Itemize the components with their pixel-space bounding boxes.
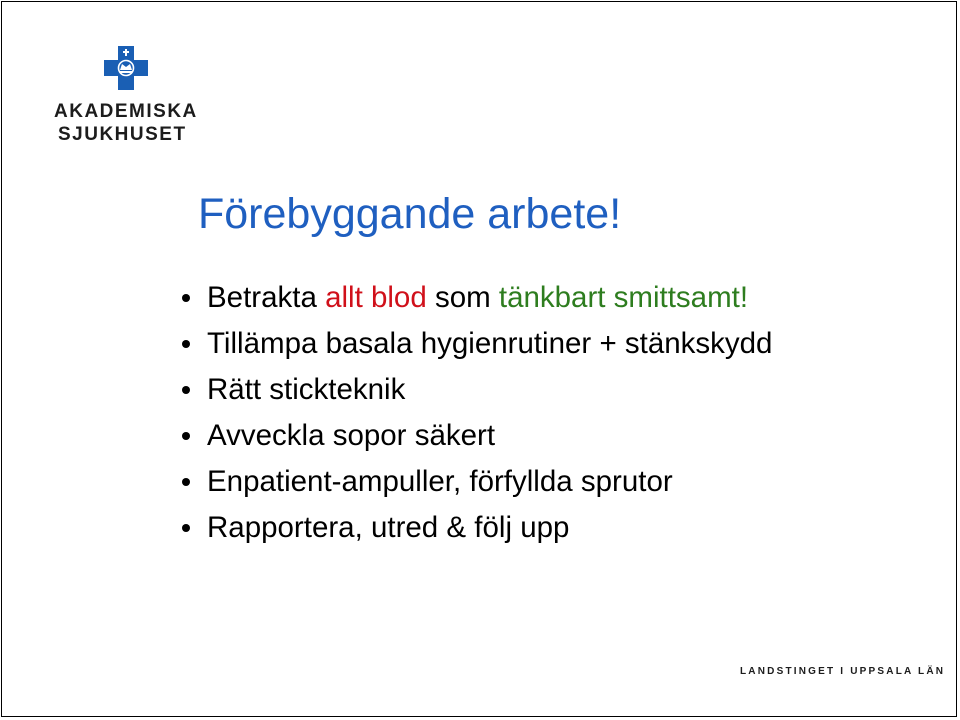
bullet-icon xyxy=(182,340,190,348)
logo-text-line1: AKADEMISKA xyxy=(54,101,198,122)
bullet-highlight-red: allt blod xyxy=(325,281,427,314)
cross-emblem-icon xyxy=(104,46,148,90)
bullet-text-part: som xyxy=(426,281,499,314)
bullet-icon xyxy=(182,294,190,302)
bullet-text: Enpatient-ampuller, förfyllda sprutor xyxy=(207,465,673,498)
bullet-icon xyxy=(182,386,190,394)
bullet-text: Rätt stickteknik xyxy=(207,373,406,406)
bullet-text: Tillämpa basala hygienrutiner + stänkskydd xyxy=(207,327,773,360)
bullet-icon xyxy=(182,432,190,440)
bullet-text: Rapportera, utred & följ upp xyxy=(207,511,570,544)
bullet-icon xyxy=(182,478,190,486)
footer-text: LANDSTINGET I UPPSALA LÄN xyxy=(740,666,946,677)
slide-title: Förebyggande arbete! xyxy=(198,190,622,238)
list-item xyxy=(180,275,772,321)
bullet-highlight-green: tänkbart smittsamt! xyxy=(498,281,749,314)
list-item xyxy=(180,459,772,505)
list-item xyxy=(180,413,772,459)
logo-text-line2: SJUKHUSET xyxy=(58,124,187,145)
slide xyxy=(1,1,957,717)
list-item xyxy=(180,505,772,551)
list-item xyxy=(180,321,772,367)
bullet-icon xyxy=(182,524,190,532)
bullet-text-part: Betrakta xyxy=(207,281,326,314)
list-item xyxy=(180,367,772,413)
bullet-list xyxy=(180,275,772,551)
bullet-text: Avveckla sopor säkert xyxy=(207,419,496,452)
